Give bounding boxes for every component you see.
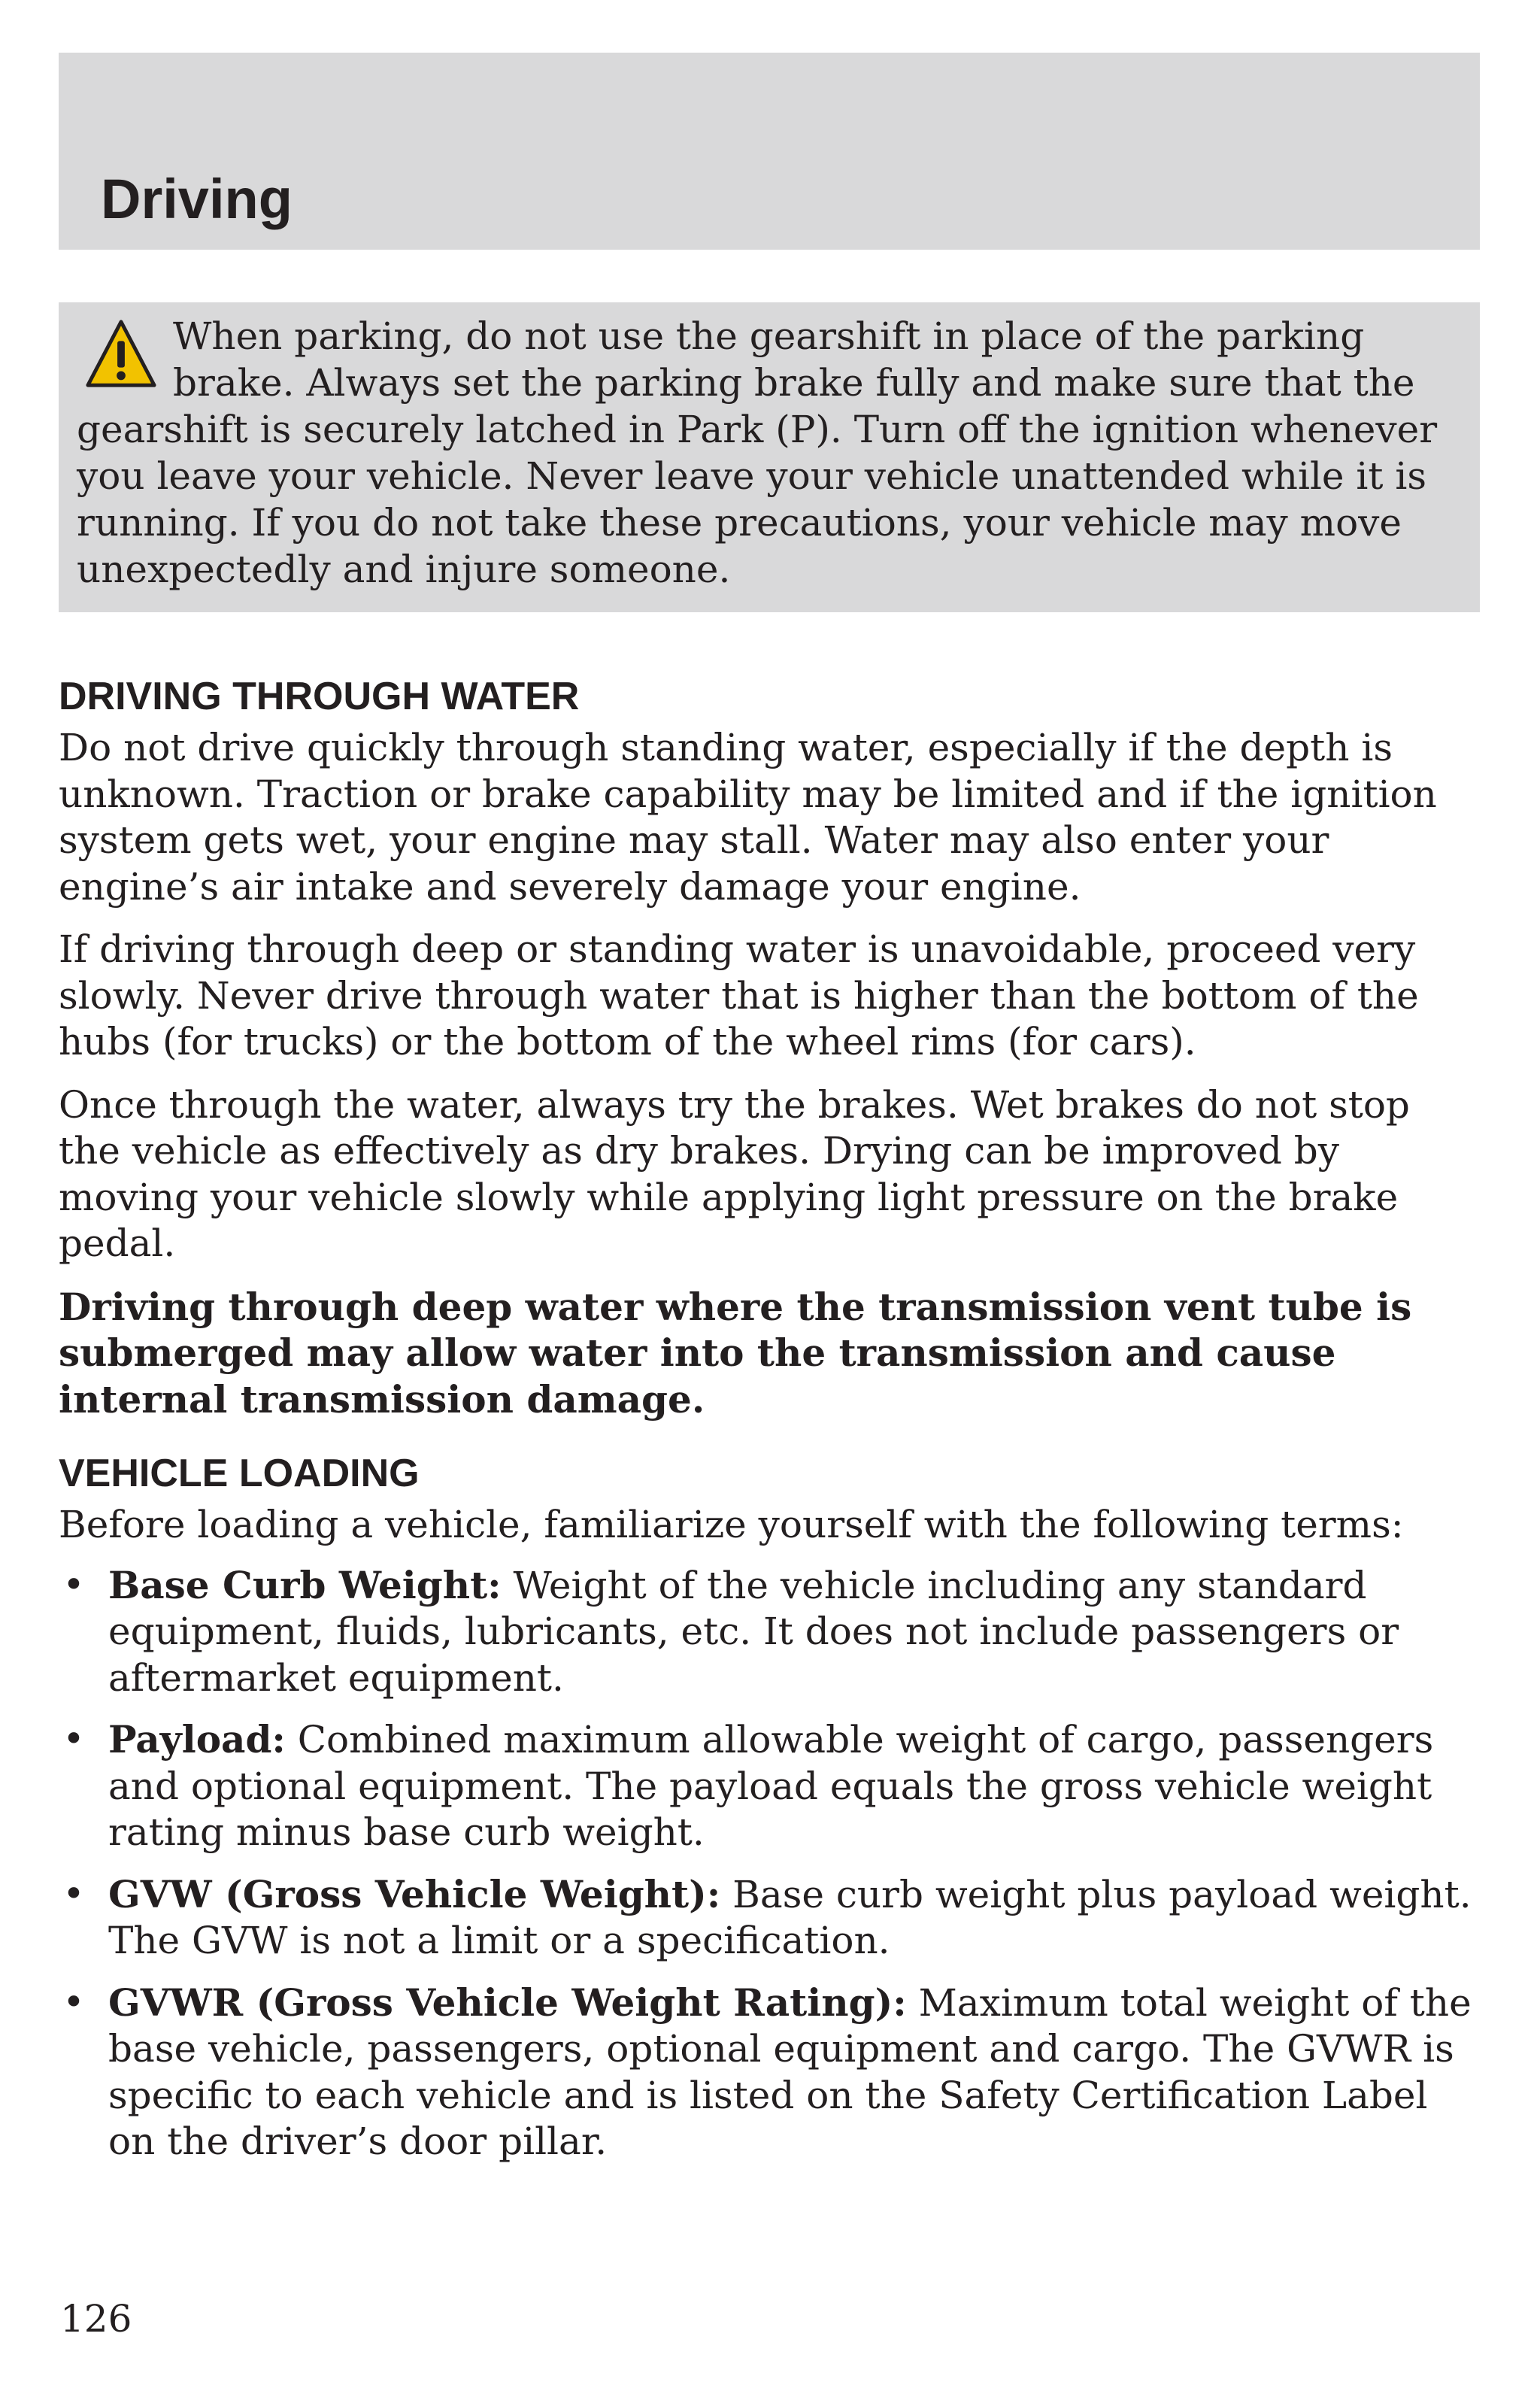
bullet-icon: • [62,1562,85,1607]
term-label: GVW (Gross Vehicle Weight): [108,1871,721,1916]
loading-terms-list [59,1562,1472,2165]
list-item [59,1716,1472,1856]
bullet-icon: • [62,1871,85,1916]
chapter-header-band [59,53,1480,250]
water-paragraph: If driving through deep or standing water is unavoidable, proceed very slowly. Never drive through water that is higher than the bottom of the hubs (for trucks) or the bottom of the wheel rims (for cars). [59,927,1419,1064]
list-item [59,1980,1472,2165]
term-label: Base Curb Weight: [108,1562,502,1607]
warning-triangle-icon [84,314,158,394]
section-heading-driving-through-water: DRIVING THROUGH WATER [59,675,580,718]
list-item [59,1562,1472,1702]
warning-box [59,302,1480,612]
page-number: 126 [60,2297,132,2341]
chapter-title: Driving [101,168,293,230]
bullet-icon: • [62,1980,85,2024]
water-paragraph: Once through the water, always try the brakes. Wet brakes do not stop the vehicle as effectively as dry brakes. Drying can be improved by moving your vehicle slowly while applying light pressure on the brake pedal. [59,1082,1410,1265]
main-content [59,671,1472,2165]
term-definition: Weight of the vehicle including any standard equipment, fluids, lubricants, etc. It does not include passengers or aftermarket equipment. [108,1563,1399,1700]
term-label: GVWR (Gross Vehicle Weight Rating): [108,1980,907,2025]
loading-intro: Before loading a vehicle, familiarize yourself with the following terms: [59,1503,1404,1546]
term-definition: Base curb weight plus payload weight. The GVW is not a limit or a specification. [108,1872,1472,1962]
transmission-damage-note: Driving through deep water where the transmission vent tube is submerged may allow water into the transmission and cause internal transmission damage. [59,1284,1412,1422]
bullet-icon: • [62,1717,85,1761]
section-heading-vehicle-loading: VEHICLE LOADING [59,1452,420,1495]
term-definition: Maximum total weight of the base vehicle, passengers, optional equipment and cargo. The GVWR is specific to each vehicle and is listed on the Safety Certification Label on the driver’s door pillar. [108,1980,1472,2163]
water-paragraph: Do not drive quickly through standing water, especially if the depth is unknown. Traction or brake capability may be limited and if the ignition system gets wet, your engine may stall. Water may also enter your engine’s air intake and severely damage your engine. [59,726,1437,909]
list-item [59,1871,1472,1965]
term-label: Payload: [108,1717,286,1761]
warning-text: When parking, do not use the gearshift in place of the parking brake. Always set the parking brake fully and make sure that the gearshift is securely latched in Park (P). Turn off the ignition whenever you leave your vehicle. Never leave your vehicle unattended while it is running. If you do not take these precautions, your vehicle may move unexpectedly and injure someone. [77,314,1438,591]
term-definition: Combined maximum allowable weight of cargo, passengers and optional equipment. The payload equals the gross vehicle weight rating minus base curb weight. [108,1718,1434,1854]
